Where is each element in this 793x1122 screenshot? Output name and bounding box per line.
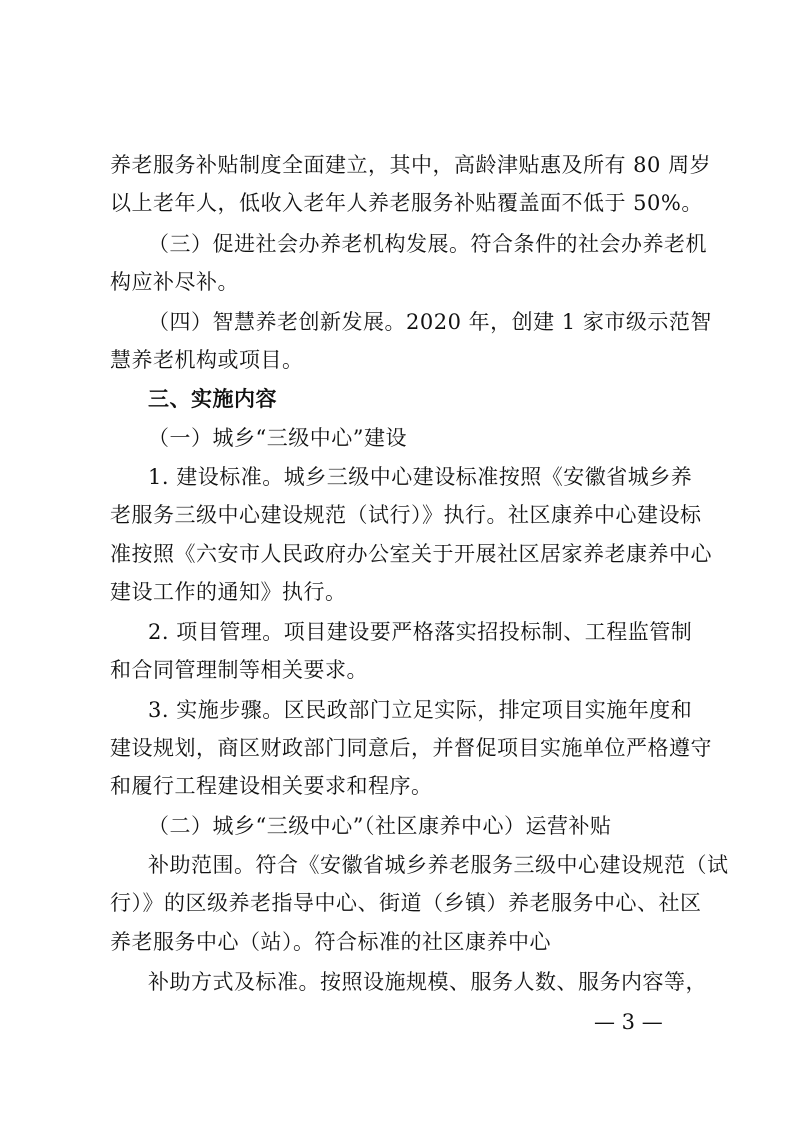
chapter-heading-implementation: 三、实施内容 <box>148 387 277 411</box>
text-line: 老服务三级中心建设规范（试行）》执行。社区康养中心建设标 <box>110 503 702 527</box>
text-line: 构应补尽补。 <box>110 270 239 294</box>
section-heading-1: （一）城乡“三级中心”建设 <box>148 426 407 450</box>
section-heading-3: （三）促进社会办养老机构发展。符合条件的社会办养老机 <box>148 232 707 256</box>
text-line: 和合同管理制等相关要求。 <box>110 658 368 682</box>
section-heading-4: （四）智慧养老创新发展。2020 年，创建 1 家市级示范智 <box>148 310 712 334</box>
text-line: 以上老年人，低收入老年人养老服务补贴覆盖面不低于 50%。 <box>110 191 703 215</box>
text-line: 补助范围。符合《安徽省城乡养老服务三级中心建设规范（试 <box>148 853 729 877</box>
text-line: 行）》的区级养老指导中心、街道（乡镇）养老服务中心、社区 <box>110 891 702 915</box>
text-line: 建设工作的通知》执行。 <box>110 580 347 604</box>
text-line: 养老服务补贴制度全面建立，其中，高龄津贴惠及所有 80 周岁 <box>110 153 712 177</box>
text-line: 和履行工程建设相关要求和程序。 <box>110 774 433 798</box>
text-line: 建设规划，商区财政部门同意后，并督促项目实施单位严格遵守 <box>110 736 712 760</box>
text-line: 2. 项目管理。项目建设要严格落实招投标制、工程监管制 <box>148 620 693 644</box>
text-line: 3. 实施步骤。区民政部门立足实际，排定项目实施年度和 <box>148 698 693 722</box>
text-line: 养老服务中心（站）。符合标准的社区康养中心 <box>110 930 551 954</box>
text-line: 补助方式及标准。按照设施规模、服务人数、服务内容等， <box>148 970 707 994</box>
text-line: 慧养老机构或项目。 <box>110 348 304 372</box>
text-line: 准按照《六安市人民政府办公室关于开展社区居家养老康养中心 <box>110 542 712 566</box>
page-number: — 3 — <box>594 1010 663 1034</box>
text-line: 1. 建设标准。城乡三级中心建设标准按照《安徽省城乡养 <box>148 465 693 489</box>
section-heading-2: （二）城乡“三级中心”（社区康养中心）运营补贴 <box>148 814 612 838</box>
